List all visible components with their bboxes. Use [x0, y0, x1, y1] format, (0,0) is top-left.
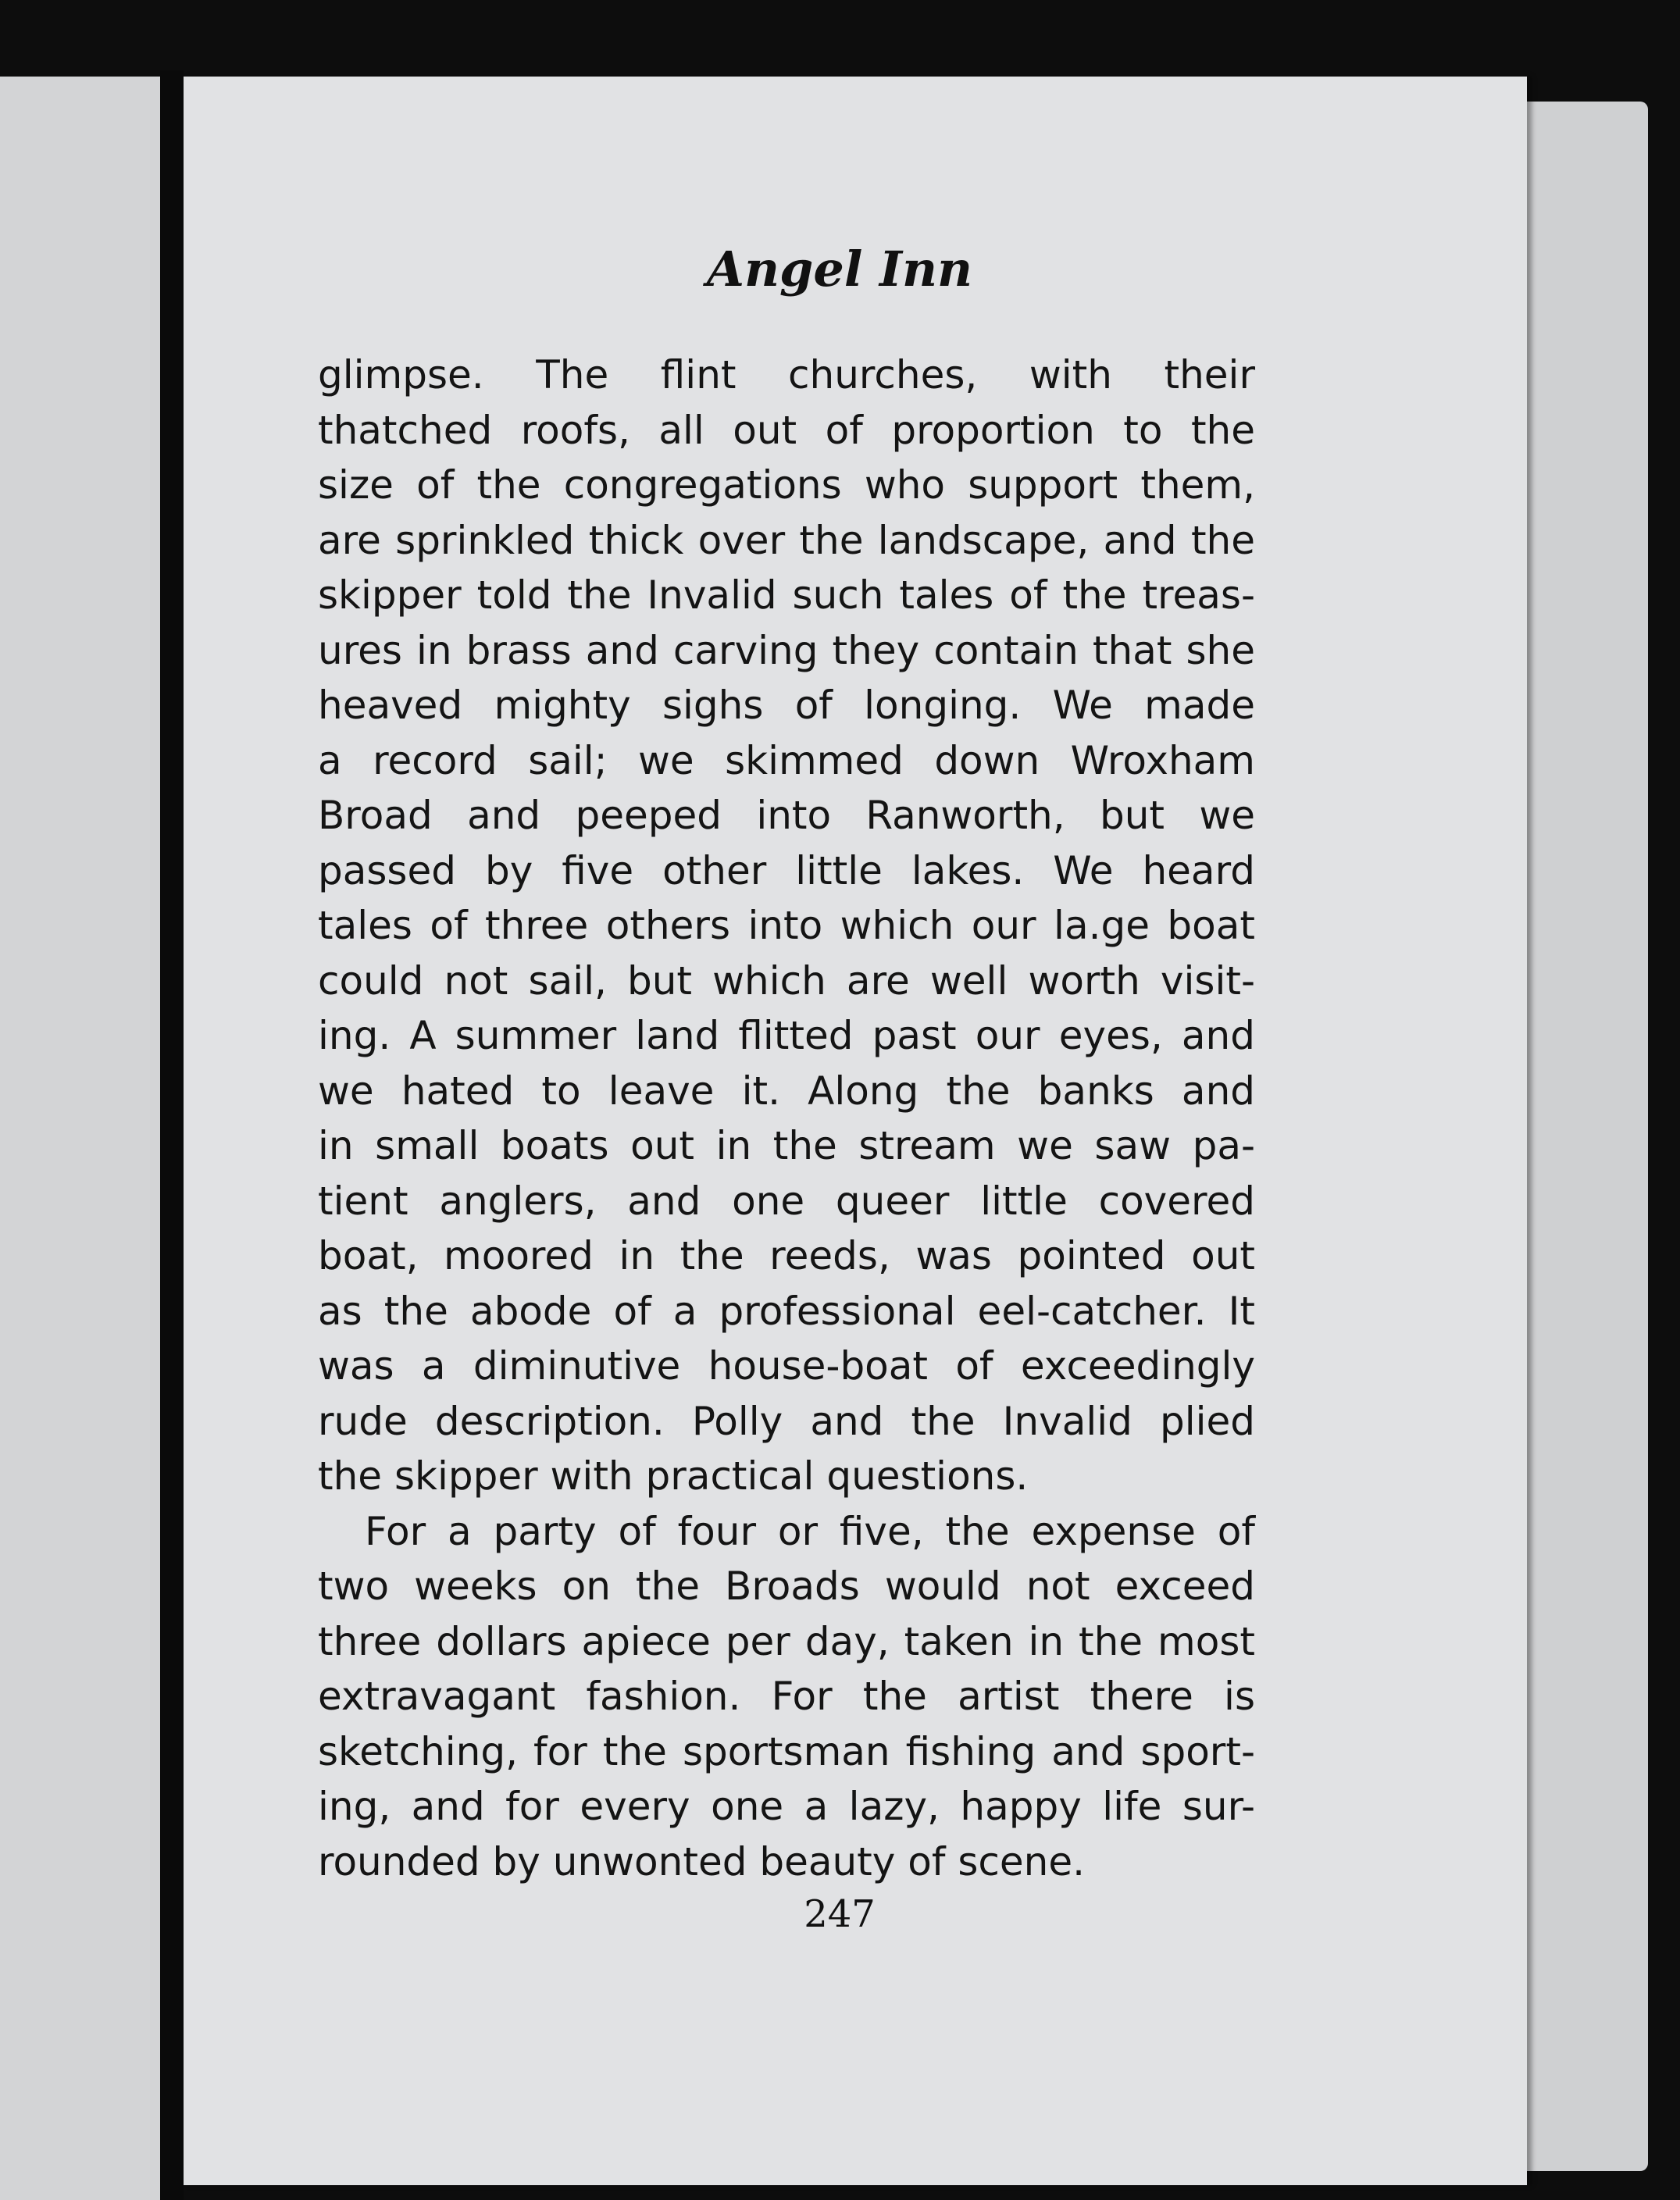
text-line: three dollars apiece per day, taken in the most — [318, 1618, 1255, 1664]
underlying-page-edge — [1507, 102, 1648, 2171]
paragraph — [318, 1504, 1255, 1890]
facing-page-edge — [0, 77, 160, 2200]
text-line: was a diminutive house-boat of exceedingly — [318, 1343, 1255, 1389]
text-line: as the abode of a professional eel-catcher. It — [318, 1288, 1255, 1334]
book-page — [184, 77, 1527, 2185]
text-line: extravagant fashion. For the artist there is — [318, 1674, 1255, 1719]
text-line: tient anglers, and one queer little covered — [318, 1178, 1255, 1224]
text-line: boat, moored in the reeds, was pointed out — [318, 1233, 1255, 1278]
text-line: could not sail, but which are well worth visit- — [318, 957, 1255, 1004]
text-line: Broad and peeped into Ranworth, but we — [318, 793, 1255, 838]
book-gutter — [160, 70, 184, 2200]
text-line: For a party of four or five, the expense of — [365, 1508, 1255, 1554]
page-number: 247 — [804, 1892, 876, 1936]
text-line: in small boats out in the stream we saw pa- — [318, 1123, 1255, 1168]
text-line: a record sail; we skimmed down Wroxham — [318, 737, 1255, 783]
text-line: the skipper with practical questions. — [318, 1453, 1029, 1499]
text-line: glimpse. The flint churches, with their — [318, 352, 1255, 398]
paragraph — [318, 348, 1255, 1504]
text-line: ing. A summer land flitted past our eyes, and — [318, 1013, 1255, 1058]
text-line: passed by five other little lakes. We heard — [318, 847, 1255, 893]
text-line: ing, and for every one a lazy, happy life sur- — [318, 1784, 1255, 1829]
text-line: thatched roofs, all out of proportion to the — [318, 407, 1255, 453]
text-line: tales of three others into which our la.ge boat — [318, 903, 1255, 948]
text-line: two weeks on the Broads would not exceed — [318, 1564, 1255, 1609]
text-line: sketching, for the sportsman fishing and sport- — [318, 1728, 1255, 1774]
text-line: rounded by unwonted beauty of scene. — [318, 1838, 1085, 1884]
text-line: heaved mighty sighs of longing. We made — [318, 683, 1255, 728]
running-head: Angel Inn — [706, 241, 973, 298]
text-line: ures in brass and carving they contain that she — [318, 627, 1255, 673]
text-line: are sprinkled thick over the landscape, and the — [318, 517, 1255, 563]
text-line: size of the congregations who support them, — [318, 462, 1255, 508]
body-text — [318, 348, 1255, 1889]
text-line: we hated to leave it. Along the banks and — [318, 1068, 1255, 1114]
text-line: skipper told the Invalid such tales of the treas- — [318, 572, 1255, 618]
text-line: rude description. Polly and the Invalid plied — [318, 1398, 1255, 1444]
